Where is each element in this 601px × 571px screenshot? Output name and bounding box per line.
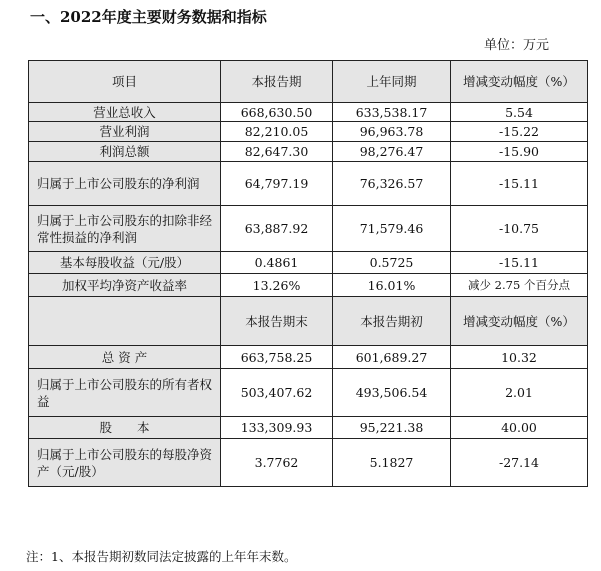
footnote: 注：1、本报告期初数同法定披露的上年年末数。 xyxy=(26,549,297,564)
cell-current: 133,309.93 xyxy=(221,417,333,439)
table-row xyxy=(29,252,588,274)
cell-current: 503,407.62 xyxy=(221,369,333,417)
cell-current: 0.4861 xyxy=(221,252,333,274)
cell-prior: 95,221.38 xyxy=(333,417,451,439)
table-row xyxy=(29,369,588,417)
row-label: 总 资 产 xyxy=(29,346,221,369)
row-label: 归属于上市公司股东的每股净资产（元/股） xyxy=(29,439,221,487)
header-change: 增减变动幅度（%） xyxy=(451,61,588,103)
cell-prior: 0.5725 xyxy=(333,252,451,274)
section-heading: 一、2022年度主要财务数据和指标 xyxy=(30,8,267,26)
header-current: 本报告期 xyxy=(221,61,333,103)
cell-change: 2.01 xyxy=(451,369,588,417)
cell-current: 82,647.30 xyxy=(221,142,333,162)
cell-change: -10.75 xyxy=(451,206,588,252)
cell-prior: 633,538.17 xyxy=(333,103,451,122)
table-row xyxy=(29,346,588,369)
cell-prior: 96,963.78 xyxy=(333,122,451,142)
table1-header-row xyxy=(29,61,588,103)
row-label: 营业总收入 xyxy=(29,103,221,122)
cell-prior: 5.1827 xyxy=(333,439,451,487)
table-row xyxy=(29,162,588,206)
cell-change: 40.00 xyxy=(451,417,588,439)
cell-change: 减少 2.75 个百分点 xyxy=(451,274,588,297)
row-label: 归属于上市公司股东的所有者权益 xyxy=(29,369,221,417)
cell-change: -15.11 xyxy=(451,162,588,206)
cell-prior: 76,326.57 xyxy=(333,162,451,206)
table-row xyxy=(29,142,588,162)
header-prior: 上年同期 xyxy=(333,61,451,103)
cell-prior: 16.01% xyxy=(333,274,451,297)
unit-label: 单位：万元 xyxy=(483,38,549,53)
table-row xyxy=(29,206,588,252)
table2-header-row xyxy=(29,297,588,346)
cell-change: 10.32 xyxy=(451,346,588,369)
cell-current: 64,797.19 xyxy=(221,162,333,206)
cell-current: 63,887.92 xyxy=(221,206,333,252)
cell-prior: 98,276.47 xyxy=(333,142,451,162)
cell-prior: 601,689.27 xyxy=(333,346,451,369)
cell-prior: 71,579.46 xyxy=(333,206,451,252)
table-row xyxy=(29,417,588,439)
cell-current: 82,210.05 xyxy=(221,122,333,142)
cell-current: 668,630.50 xyxy=(221,103,333,122)
cell-current: 3.7762 xyxy=(221,439,333,487)
cell-current: 13.26% xyxy=(221,274,333,297)
table-row xyxy=(29,439,588,487)
row-label: 加权平均净资产收益率 xyxy=(29,274,221,297)
cell-change: -15.22 xyxy=(451,122,588,142)
cell-change: -15.11 xyxy=(451,252,588,274)
table-row xyxy=(29,122,588,142)
cell-prior: 493,506.54 xyxy=(333,369,451,417)
cell-change: 5.54 xyxy=(451,103,588,122)
header-blank xyxy=(29,297,221,346)
row-label: 利润总额 xyxy=(29,142,221,162)
table-row xyxy=(29,274,588,297)
header-period-start: 本报告期初 xyxy=(333,297,451,346)
header-change: 增减变动幅度（%） xyxy=(451,297,588,346)
row-label: 归属于上市公司股东的净利润 xyxy=(29,162,221,206)
cell-change: -15.90 xyxy=(451,142,588,162)
row-label: 营业利润 xyxy=(29,122,221,142)
table-row xyxy=(29,103,588,122)
cell-current: 663,758.25 xyxy=(221,346,333,369)
row-label: 基本每股收益（元/股） xyxy=(29,252,221,274)
header-period-end: 本报告期末 xyxy=(221,297,333,346)
cell-change: -27.14 xyxy=(451,439,588,487)
financial-table xyxy=(28,60,588,487)
row-label: 归属于上市公司股东的扣除非经常性损益的净利润 xyxy=(29,206,221,252)
row-label: 股 本 xyxy=(29,417,221,439)
header-item: 项目 xyxy=(29,61,221,103)
